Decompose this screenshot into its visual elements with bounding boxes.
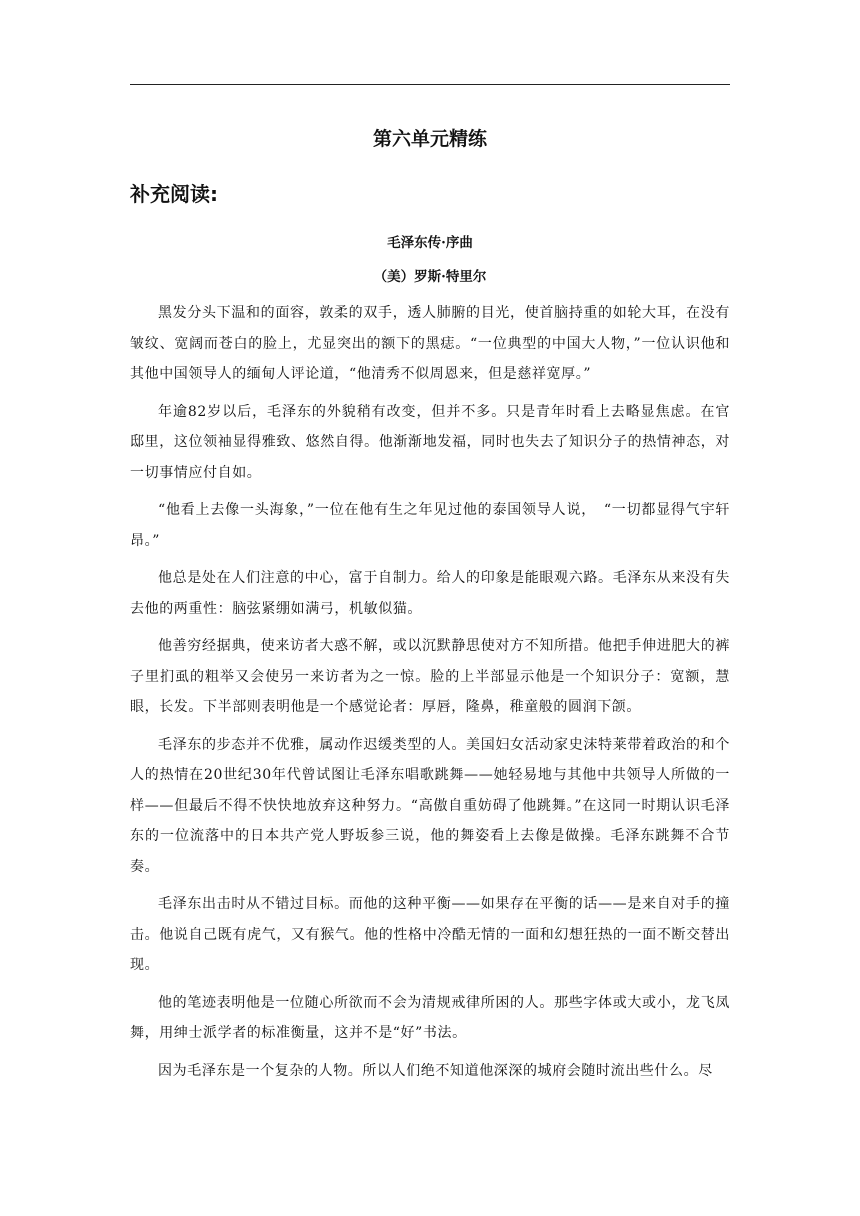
- section-heading: 补充阅读:: [130, 182, 218, 206]
- header-rule: [130, 84, 730, 85]
- paragraph-2: 年逾82岁以后，毛泽东的外貌稍有改变，但并不多。只是青年时看上去略显焦虑。在官邸里，这位领袖显得雅致、悠然自得。他渐渐地发福，同时也失去了知识分子的热情神态，对一切事情应付自如。: [130, 403, 730, 481]
- article-title: 毛泽东传·序曲: [387, 235, 473, 251]
- paragraph-6: 毛泽东的步态并不优雅，属动作迟缓类型的人。美国妇女活动家史沫特莱带着政治的和个人的热情在20世纪30年代曾试图让毛泽东唱歌跳舞——她轻易地与其他中共领导人所做的一样——但最后不得不快快地放弃这种努力。“高傲自重妨碍了他跳舞。”在这同一时期认识毛泽东的一位流落中的日本共产党人野坂参三说，他的舞姿看上去像是做操。毛泽东跳舞不合节奏。: [130, 736, 730, 875]
- paragraph-4: 他总是处在人们注意的中心，富于自制力。给人的印象是能眼观六路。毛泽东从来没有失去他的两重性：脑弦紧绷如满弓，机敏似猫。: [130, 570, 730, 617]
- paragraph-8: 他的笔迹表明他是一位随心所欲而不会为清规戒律所困的人。那些字体或大或小，龙飞凤舞，用绅士派学者的标准衡量，这并不是“好”书法。: [130, 994, 730, 1041]
- page-title: 第六单元精练: [372, 128, 487, 150]
- article-author: （美）罗斯·特里尔: [373, 269, 487, 285]
- paragraph-9: 因为毛泽东是一个复杂的人物。所以人们绝不知道他深深的城府会随时流出些什么。尽: [158, 1062, 713, 1079]
- paragraph-7: 毛泽东出击时从不错过目标。而他的这种平衡——如果存在平衡的话——是来自对手的撞击。他说自己既有虎气，又有猴气。他的性格中冷酷无情的一面和幻想狂热的一面不断交替出现。: [130, 896, 730, 973]
- paragraph-1: 黑发分头下温和的面容，敦柔的双手，透人肺腑的目光，使首脑持重的如轮大耳，在没有皱纹、宽阔而苍白的脸上，尤显突出的额下的黑痣。“一位典型的中国大人物，”一位认识他和其他中国领导人的缅甸人评论道，“他清秀不似周恩来，但是慈祥宽厚。”: [130, 305, 730, 382]
- paragraph-5: 他善穷经据典，使来访者大惑不解，或以沉默静思使对方不知所措。他把手伸进肥大的裤子里扪虱的粗举又会使另一来访者为之一惊。脸的上半部显示他是一个知识分子：宽额，慧眼，长发。下半部则表明他是一个感觉论者：厚唇，隆鼻，稚童般的圆润下颌。: [130, 638, 730, 715]
- paragraph-3: “他看上去像一头海象，”一位在他有生之年见过他的泰国领导人说， “一切都显得气宇轩昂。”: [130, 502, 730, 549]
- article-body: [130, 298, 730, 1093]
